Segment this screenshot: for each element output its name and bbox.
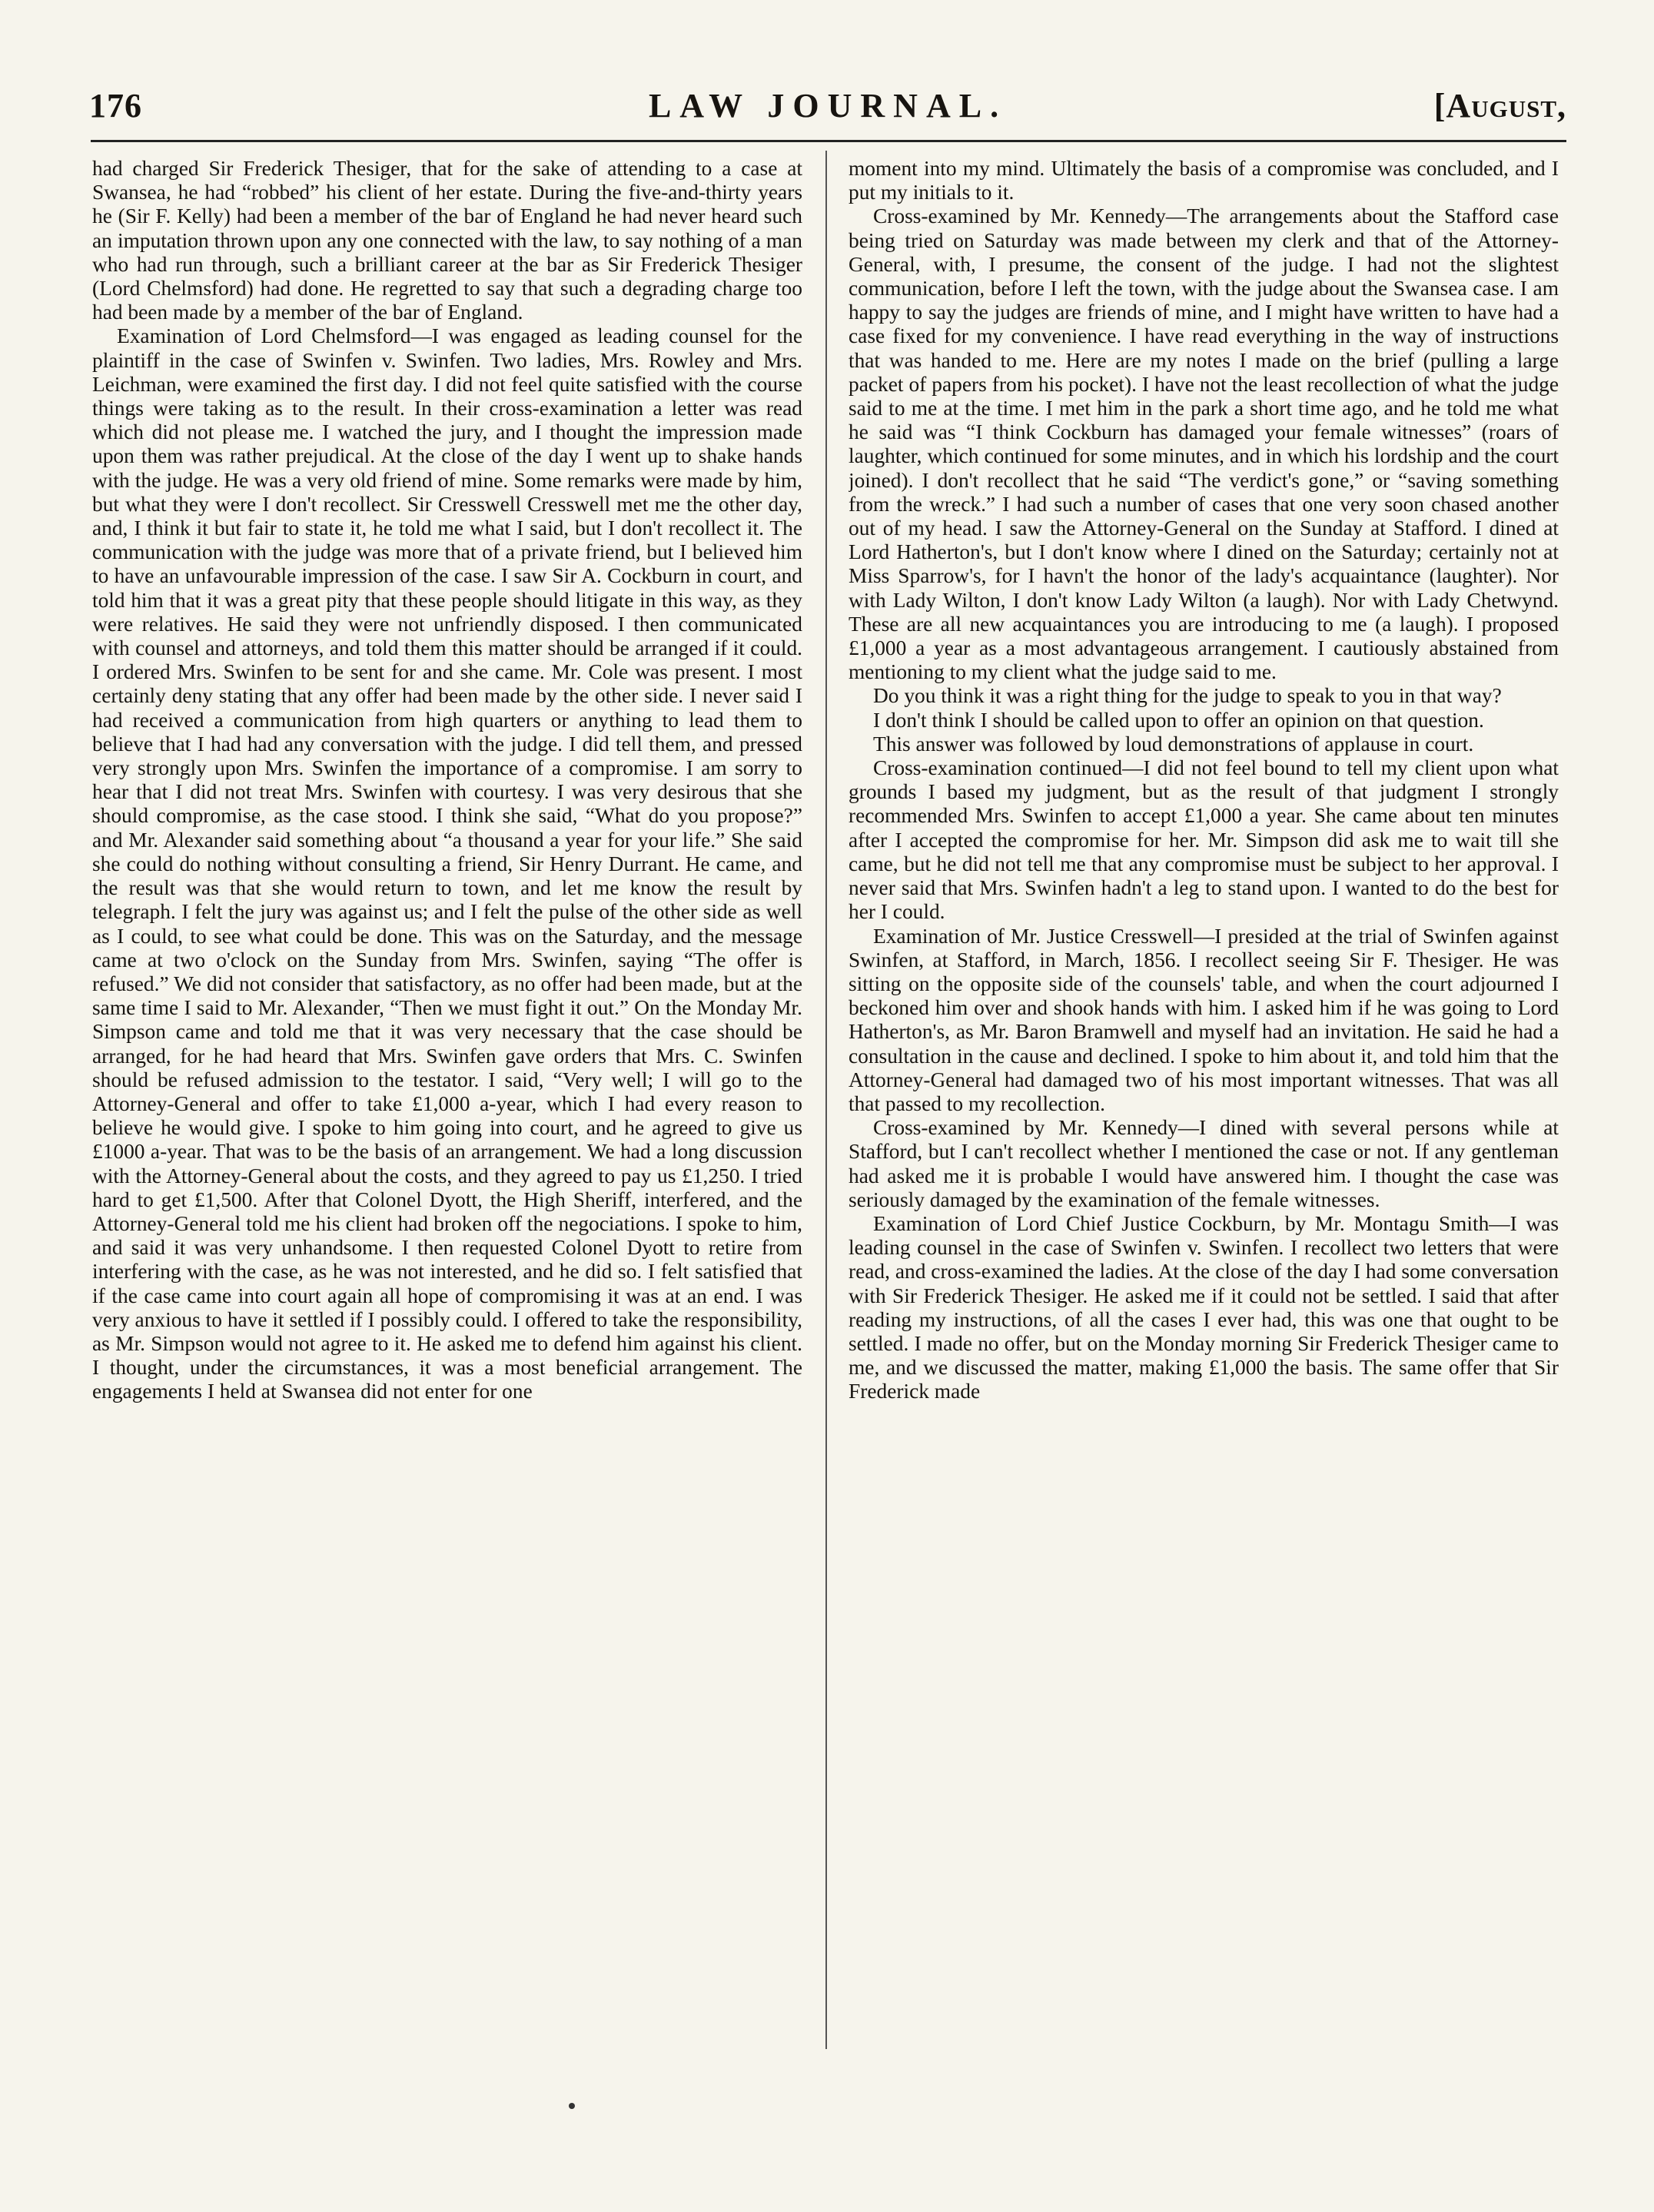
left-column [92,157,802,2048]
running-date: [August, [1433,87,1566,125]
paragraph: Examination of Mr. Justice Cresswell—I presided at the trial of Swinfen against Swinfen, at Stafford, in March, 1856. I recollect seeing Sir F. Thesiger. He was sitting on the opposite side of the counsels' table, and when the court adjourned I beckoned him over and shook hands with him. I asked him if he was going to Lord Hatherton's, as Mr. Baron Bramwell and myself had an invitation. He said he had a consultation in the cause and declined. I spoke to him about it, and told him that the Attorney-General had damaged two of his most important witnesses. That was all that passed to my recollection. [849,924,1559,1115]
paragraph: I don't think I should be called upon to offer an opinion on that question. [873,708,1484,732]
ink-dot [569,2103,575,2109]
paragraph: Cross-examined by Mr. Kennedy—I dined with several persons while at Stafford, but I can't recollect whether I mentioned the case or not. If any gentleman had asked me it is probable I would have answered him. I thought the case was seriously damaged by the examination of the female witnesses. [849,1116,1559,1211]
paragraph: Do you think it was a right thing for the judge to speak to you in that way? [873,684,1502,708]
page-number: 176 [89,87,142,125]
paragraph: Cross-examination continued—I did not feel bound to tell my client upon what grounds I based my judgment, but as the result of that judgment I strongly recommended Mrs. Swinfen to accept £1,000 a year. She came about ten minutes after I accepted the compromise for her. Mr. Simpson did ask me to wait till she came, but he did not tell me that any compromise must be subject to her approval. I never said that Mrs. Swinfen hadn't a leg to stand upon. I wanted to do the best for her I could. [849,756,1559,924]
running-header [89,86,1566,135]
paragraph: had charged Sir Frederick Thesiger, that for the sake of attending to a case at Swansea, he had “robbed” his client of her estate. During the five-and-thirty years he (Sir F. Kelly) had been a member of the bar of England he had never heard such an imputation thrown upon any one connected with the law, to say nothing of a man who had run through, such a brilliant career at the bar as Sir Frederick Thesiger (Lord Chelmsford) had done. He regretted to say that such a degrading charge too had been made by a member of the bar of England. [92,157,802,324]
column-divider [825,151,827,2049]
paragraph: moment into my mind. Ultimately the basis of a compromise was concluded, and I put my initials to it. [849,157,1559,204]
paragraph: Cross-examined by Mr. Kennedy—The arrangements about the Stafford case being tried on Saturday was made between my clerk and that of the Attorney-General, with, I presume, the consent of the judge. I had not the slightest communication, before I left the town, with the judge about the Swansea case. I am happy to say the judges are friends of mine, and I might have written to have had a case fixed for my convenience. I have read everything in the way of instructions that was handed to me. Here are my notes I made on the brief (pulling a large packet of papers from his pocket). I have not the least recollection of what the judge said to me at the time. I met him in the park a short time ago, and he told me what he said was “I think Cockburn has damaged your female witnesses” (roars of laughter, which continued for some minutes, and in which his lordship and the court joined). I don't recollect that he said “The verdict's gone,” or “saving something from the wreck.” I had such a number of cases that one very soon chased another out of my head. I saw the Attorney-General on the Sunday at Stafford. I dined at Lord Hatherton's, but I don't know where I dined on the Saturday; certainly not at Miss Sparrow's, for I havn't the honor of the lady's acquaintance (laughter). Nor with Lady Wilton, I don't know Lady Wilton (a laugh). Nor with Lady Chetwynd. These are all new acquaintances you are introducing to me (a laugh). I proposed £1,000 a year as a most advantageous arrangement. I cautiously abstained from mentioning to my client what the judge said to me. [849,204,1559,684]
header-rule [91,140,1566,142]
paragraph: Examination of Lord Chief Justice Cockburn, by Mr. Montagu Smith—I was leading counsel in the case of Swinfen v. Swinfen. I recollect two letters that were read, and cross-examined the ladies. At the close of the day I had some conversation with Sir Frederick Thesiger. He asked me if it could not be settled. I said that after reading my instructions, of all the cases I ever had, this was one that ought to be settled. I made no offer, but on the Monday morning Sir Frederick Thesiger came to me, and we discussed the matter, making £1,000 the basis. The same offer that Sir Frederick made [849,1211,1559,1403]
right-column [849,157,1559,2048]
paragraph: Examination of Lord Chelmsford—I was engaged as leading counsel for the plaintiff in the case of Swinfen v. Swinfen. Two ladies, Mrs. Rowley and Mrs. Leichman, were examined the first day. I did not feel quite satisfied with the course things were taking as to the result. In their cross-examination a letter was read which did not please me. I watched the jury, and I thought the impression made upon them was rather prejudical. At the close of the day I went up to shake hands with the judge. He was a very old friend of mine. Some remarks were made by him, but what they were I don't recollect. Sir Cresswell Cresswell met me the other day, and, I think it but fair to state it, he told me what I said, but I don't recollect it. The communication with the judge was more that of a private friend, but I believed him to have an unfavourable impression of the case. I saw Sir A. Cockburn in court, and told him that it was a great pity that these people should litigate in this way, as they were relatives. He said they were not unfriendly disposed. I then communicated with counsel and attorneys, and told them this matter should be arranged if it could. I ordered Mrs. Swinfen to be sent for and she came. Mr. Cole was present. I most certainly deny stating that any offer had been made by the other side. I never said I had received a communication from high quarters or anything to lead them to believe that I had had any conversation with the judge. I did tell them, and pressed very strongly upon Mrs. Swinfen the importance of a compromise. I am sorry to hear that I did not treat Mrs. Swinfen with courtesy. I was very desirous that she should compromise, as the case stood. I think she said, “What do you propose?” and Mr. Alexander said something about “a thousand a year for your life.” She said she could do nothing without consulting a friend, Sir Henry Durrant. He came, and the result was that she would return to town, and let me know the result by telegraph. I felt the jury was against us; and I felt the pulse of the other side as well as I could, to see what could be done. This was on the Saturday, and the message came at two o'clock on the Sunday from Mrs. Swinfen, saying “The offer is refused.” We did not consider that satisfactory, as no offer had been made, but at the same time I said to Mr. Alexander, “Then we must fight it out.” On the Monday Mr. Simpson came and told me that it was very necessary that the case should be arranged, for he had heard that Mrs. Swinfen gave orders that Mrs. C. Swinfen should be refused admission to the testator. I said, “Very well; I will go to the Attorney-General and offer to take £1,000 a-year, which I had every reason to believe he would give. I spoke to him going into court, and he agreed to give us £1000 a-year. That was to be the basis of an arrangement. We had a long discussion with the Attorney-General about the costs, and they agreed to pay us £1,250. I tried hard to get £1,500. After that Colonel Dyott, the High Sheriff, interfered, and the Attorney-General told me his client had broken off the negociations. I spoke to him, and said it was very unhandsome. I then requested Colonel Dyott to retire from interfering with the case, as he was not interested, and he did so. I felt satisfied that if the case came into court again all hope of compromising it was at an end. I was very anxious to have it settled if I possibly could. I offered to take the responsibility, as Mr. Simpson would not agree to it. He asked me to defend him against his client. I thought, under the circumstances, it was a most beneficial arrangement. The engagements I held at Swansea did not enter for one [92,324,802,1403]
paragraph: This answer was followed by loud demonstrations of applause in court. [873,732,1474,756]
running-title: LAW JOURNAL. [648,87,1008,125]
